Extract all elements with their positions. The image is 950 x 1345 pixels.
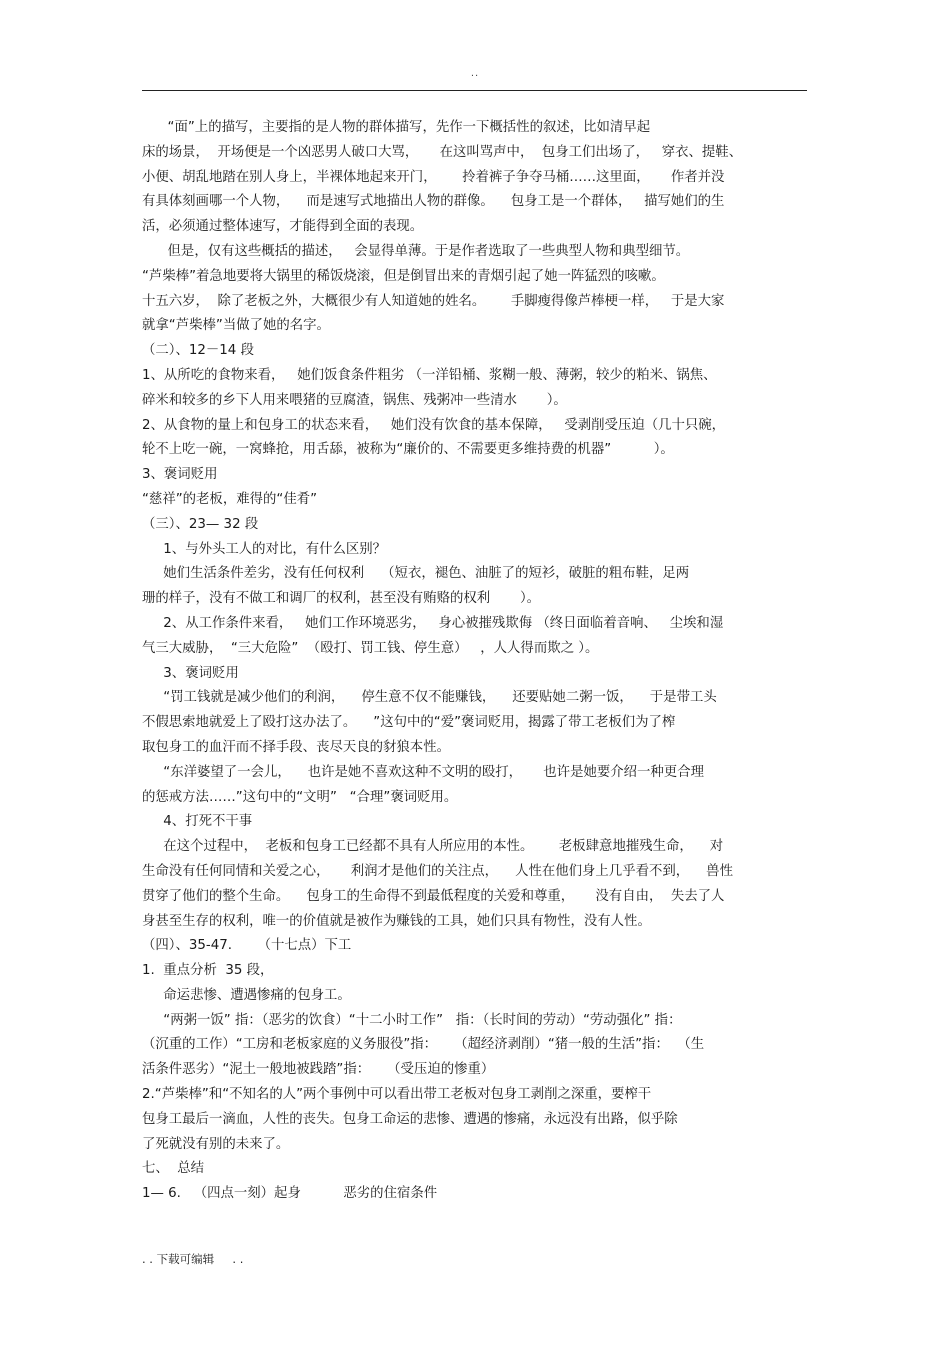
text-line: 1、从所吃的食物来看， 她们饭食条件粗劣 （一洋铅桶、浆糊一般、薄粥，较少的粕米、锅焦、 (142, 367, 717, 383)
text-line: 活，必须通过整体速写，才能得到全面的表现。 (142, 219, 424, 235)
section-heading: （四）、35-47. （十七点）下工 (142, 938, 352, 954)
text-line: 她们生活条件差劣，没有任何权利 （短衣，褪色、油脏了的短衫，破脏的粗布鞋，足两 (142, 566, 690, 582)
text-line: “罚工钱就是减少他们的利润， 停生意不仅不能赚钱， 还要贴她二粥一饭， 于是带工头 (142, 690, 717, 706)
text-line: 1、与外头工人的对比，有什么区别？ (142, 541, 387, 557)
text-line: 有具体刻画哪一个人物， 而是速写式地描出人物的群像。 包身工是一个群体， 描写她们的生 (142, 194, 725, 210)
text-line: 2、从工作条件来看， 她们工作环境恶劣， 身心被摧残欺侮 （终日面临着音响、 尘埃和湿 (142, 615, 724, 631)
section-heading: （二）、12－14 段 (142, 343, 254, 359)
text-line: 珊的样子，没有不做工和调厂的权利，甚至没有贿赂的权利 ）。 (142, 591, 541, 607)
text-line: （沉重的工作）“工房和老板家庭的义务服役”指： （超经济剥削）“猪一般的生活”指： （生 (142, 1037, 705, 1053)
text-line: 在这个过程中， 老板和包身工已经都不具有人所应用的本性。 老板肆意地摧残生命， 对 (142, 839, 724, 855)
text-line: 身甚至生存的权利，唯一的价值就是被作为赚钱的工具，她们只具有物性，没有人性。 (142, 913, 651, 929)
text-line: “芦柴棒”着急地要将大锅里的稀饭烧滚，但是倒冒出来的青烟引起了她一阵猛烈的咳嗽。 (142, 268, 665, 284)
text-line: “东洋婆望了一会儿， 也许是她不喜欢这种不文明的殴打， 也许是她要介绍一种更合理 (142, 764, 704, 780)
text-line: 气三大威胁， “三大危险” （殴打、罚工钱、停生意） ，人人得而欺之 ）。 (142, 640, 599, 656)
text-line: 3、褒词贬用 (142, 467, 218, 483)
text-line: 包身工最后一滴血，人性的丧失。包身工命运的悲惨、遭遇的惨痛，永远没有出路，似乎除 (142, 1111, 678, 1127)
text-line: 2.“芦柴棒”和“不知名的人”两个事例中可以看出带工老板对包身工剥削之深重，要榨干 (142, 1087, 652, 1103)
text-line: 的惩戒方法……”这句中的“文明” “合理”褒词贬用。 (142, 789, 458, 805)
text-line: 碎米和较多的乡下人用来喂猪的豆腐渣，锅焦、残粥冲一些清水 ）。 (142, 392, 567, 408)
header-dots: .. (470, 68, 480, 79)
text-line: 生命没有任何同情和关爱之心， 利润才是他们的关注点， 人性在他们身上几乎看不到， 兽性 (142, 863, 733, 879)
text-line: 轮不上吃一碗，一窝蜂抢，用舌舔，被称为“廉价的、不需要更多维持费的机器” ）。 (142, 442, 674, 458)
text-line: “慈祥”的老板，难得的“佳肴” (142, 491, 318, 507)
text-line: 2、从食物的量上和包身工的状态来看， 她们没有饮食的基本保障， 受剥削受压迫（几十只碗， (142, 417, 726, 433)
text-line: 1— 6. （四点一刻）起身 恶劣的住宿条件 (142, 1186, 438, 1202)
text-line: 命运悲惨、遭遇惨痛的包身工。 (142, 987, 351, 1003)
text-line: “面”上的描写，主要指的是人物的群体描写，先作一下概括性的叙述，比如清早起 (142, 120, 651, 135)
text-line: 贯穿了他们的整个生命。 包身工的生命得不到最低程度的关爱和尊重， 没有自由， 失去了人 (142, 888, 725, 904)
text-line: 1. 重点分析 35 段， (142, 963, 274, 979)
text-line: 活条件恶劣）“泥土一般地被践踏”指： （受压迫的惨重） (142, 1062, 495, 1078)
text-line: 但是，仅有这些概括的描述， 会显得单薄。于是作者选取了一些典型人物和典型细节。 (142, 243, 690, 259)
text-line: 床的场景， 开场便是一个凶恶男人破口大骂， 在这叫骂声中， 包身工们出场了， 穿衣、提鞋、 (142, 144, 743, 160)
text-line: 就拿“芦柴棒”当做了她的名字。 (142, 318, 330, 334)
header-rule (142, 90, 807, 91)
text-line: 取包身工的血汗而不择手段、丧尽天良的豺狼本性。 (142, 739, 450, 755)
document-body (142, 116, 807, 1207)
text-line: 不假思索地就爱上了殴打这办法了。 ”这句中的“爱”褒词贬用，揭露了带工老板们为了榨 (142, 715, 676, 731)
text-line: 了死就没有别的未来了。 (142, 1136, 290, 1152)
section-heading: 七、 总结 (142, 1161, 205, 1177)
text-line: 十五六岁， 除了老板之外，大概很少有人知道她的姓名。 手脚瘦得像芦棒梗一样， 于是大家 (142, 293, 725, 309)
text-line: “两粥一饭” 指：（恶劣的饮食）“十二小时工作” 指：（长时间的劳动）“劳动强化” 指： (142, 1012, 682, 1028)
footer-note: . . 下载可编辑 . . (142, 1252, 244, 1266)
text-line: 4、打死不干事 (142, 814, 253, 830)
section-heading: （三）、23— 32 段 (142, 516, 259, 532)
text-line: 3、褒词贬用 (142, 665, 239, 681)
text-line: 小便、胡乱地踏在别人身上，半裸体地起来开门， 拎着裤子争夺马桶……这里面， 作者并没 (142, 169, 725, 185)
